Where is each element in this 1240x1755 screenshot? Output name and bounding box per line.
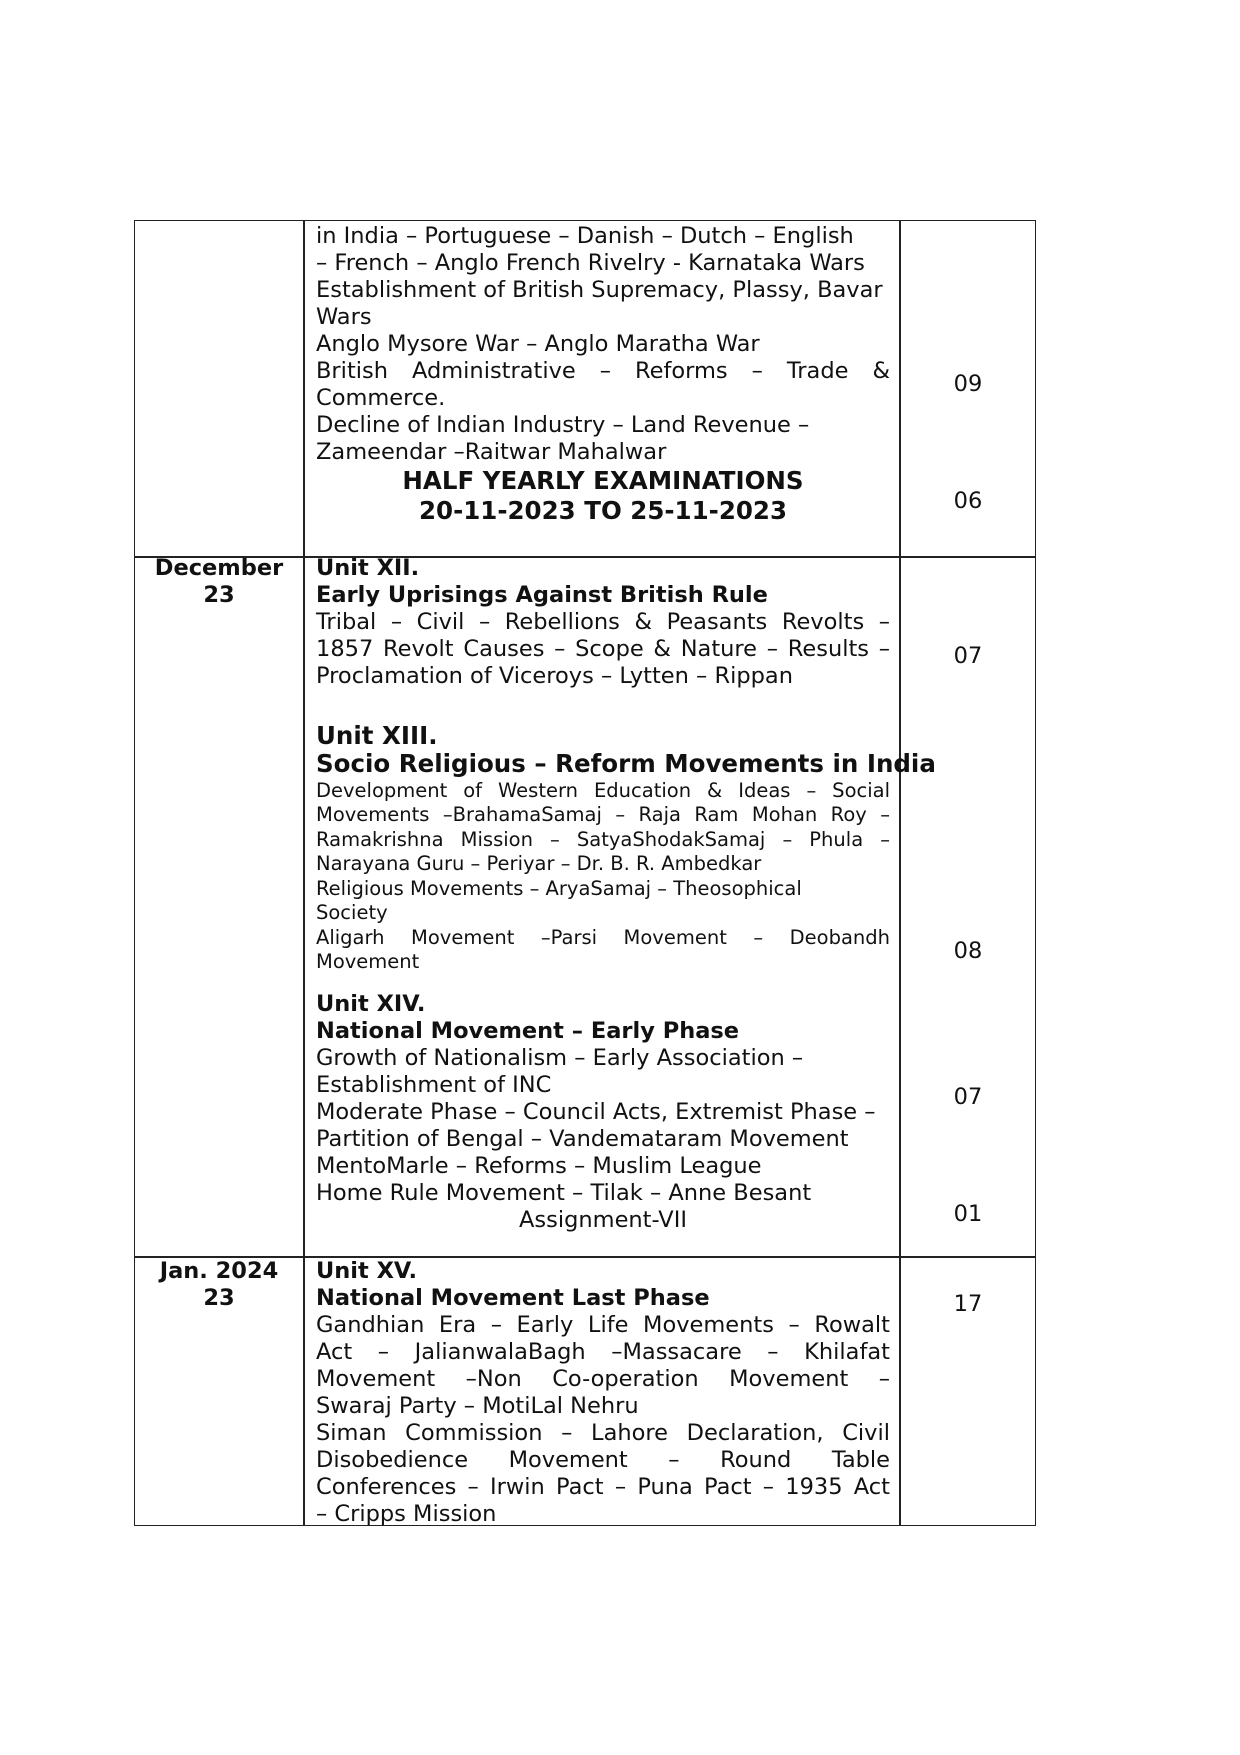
row-1-line: – French – Anglo French Rivelry - Karnataka Wars (316, 250, 865, 276)
unit-heading: Unit XIII. (316, 721, 438, 750)
col-divider-1 (303, 220, 305, 1526)
days-label: 23 (203, 582, 235, 608)
period-count: 17 (953, 1291, 983, 1317)
row-1-line: in India – Portuguese – Danish – Dutch – English (316, 223, 854, 249)
assignment-label: Assignment-VII (519, 1207, 687, 1233)
exam-dates: 20-11-2023 TO 25-11-2023 (418, 496, 788, 525)
unit-line: Partition of Bengal – Vandemataram Movement (316, 1126, 849, 1152)
unit-line: Religious Movements – AryaSamaj – Theosophical (316, 877, 802, 900)
row-1-line: Anglo Mysore War – Anglo Maratha War (316, 331, 760, 357)
unit-line: MentoMarle – Reforms – Muslim League (316, 1153, 762, 1179)
unit-line: Society (316, 901, 388, 924)
unit-line: Act – JalianwalaBagh –Massacare – Khilafat (316, 1339, 890, 1365)
row-1-line: Decline of Indian Industry – Land Revenue – (316, 412, 810, 438)
unit-line: 1857 Revolt Causes – Scope & Nature – Results – (316, 636, 890, 662)
unit-line: Ramakrishna Mission – SatyaShodakSamaj – Phula – (316, 828, 890, 851)
unit-heading: Unit XII. (316, 555, 420, 581)
period-count: 01 (953, 1201, 983, 1227)
unit-line: Conferences – Irwin Pact – Puna Pact – 1935 Act (316, 1474, 890, 1500)
month-label: December (154, 555, 284, 581)
unit-line: Aligarh Movement –Parsi Movement – Deobandh (316, 926, 890, 949)
unit-line: Movement –Non Co-operation Movement – (316, 1366, 890, 1392)
unit-line: Tribal – Civil – Rebellions & Peasants Revolts – (316, 609, 890, 635)
unit-line: Narayana Guru – Periyar – Dr. B. R. Ambedkar (316, 852, 762, 875)
unit-line: Movements –BrahamaSamaj – Raja Ram Mohan Roy – (316, 803, 890, 826)
unit-heading: Unit XV. (316, 1258, 417, 1284)
unit-title: Early Uprisings Against British Rule (316, 582, 768, 608)
unit-line: – Cripps Mission (316, 1501, 497, 1527)
unit-line: Swaraj Party – MotiLal Nehru (316, 1393, 639, 1419)
unit-line: Moderate Phase – Council Acts, Extremist Phase – (316, 1099, 876, 1125)
days-label: 23 (203, 1285, 235, 1311)
period-count: 06 (953, 488, 983, 514)
period-count: 09 (953, 371, 983, 397)
row-1-line: Establishment of British Supremacy, Plassy, Bavar (316, 277, 883, 303)
exam-title: HALF YEARLY EXAMINATIONS (402, 466, 804, 495)
unit-line: Growth of Nationalism – Early Association – (316, 1045, 804, 1071)
row-1-line: British Administrative – Reforms – Trade & (316, 358, 890, 384)
row-1-line: Zameendar –Raitwar Mahalwar (316, 439, 667, 465)
unit-title: National Movement Last Phase (316, 1285, 710, 1311)
row-1-line: Commerce. (316, 385, 446, 411)
unit-line: Home Rule Movement – Tilak – Anne Besant (316, 1180, 812, 1206)
unit-line: Proclamation of Viceroys – Lytten – Rippan (316, 663, 793, 689)
period-count: 08 (953, 938, 983, 964)
period-count: 07 (953, 1084, 983, 1110)
unit-line: Establishment of INC (316, 1072, 552, 1098)
unit-line: Siman Commission – Lahore Declaration, Civil (316, 1420, 890, 1446)
col-divider-2 (899, 220, 901, 1526)
unit-line: Development of Western Education & Ideas – Social (316, 779, 890, 802)
unit-title: National Movement – Early Phase (316, 1018, 740, 1044)
unit-line: Movement (316, 950, 420, 973)
period-count: 07 (953, 643, 983, 669)
unit-title: Socio Religious – Reform Movements in India (316, 749, 936, 778)
row-1-line: Wars (316, 304, 372, 330)
unit-line: Disobedience Movement – Round Table (316, 1447, 890, 1473)
unit-line: Gandhian Era – Early Life Movements – Rowalt (316, 1312, 890, 1338)
month-label: Jan. 2024 (159, 1258, 279, 1284)
unit-heading: Unit XIV. (316, 991, 426, 1017)
